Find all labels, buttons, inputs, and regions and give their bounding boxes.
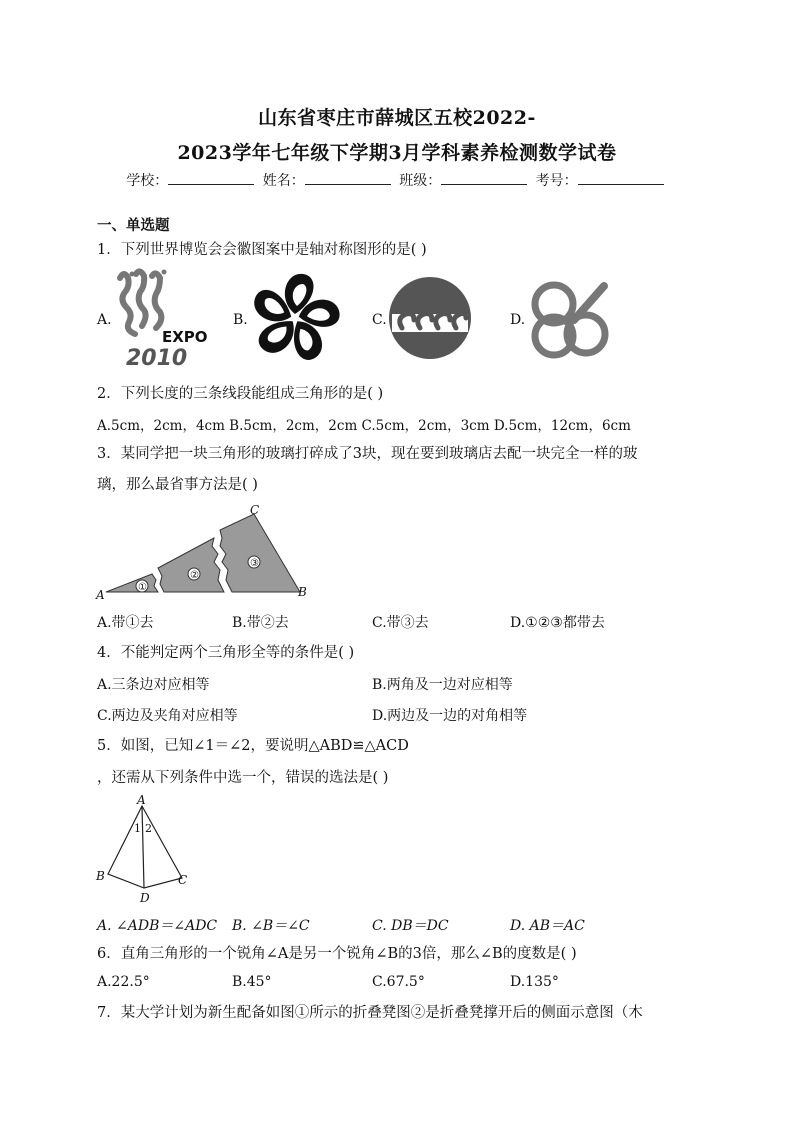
question-4-text: 4．不能判定两个三角形全等的条件是( ) — [97, 645, 355, 661]
exam-title-line2: 2023学年七年级下学期3月学科素养检测数学试卷 — [177, 142, 617, 164]
piece-2-label: ② — [190, 570, 199, 581]
q6-option-c: C.67.5° — [372, 974, 425, 990]
segment-ad — [142, 806, 144, 888]
glass-piece-2 — [158, 538, 224, 592]
q6-option-d: D.135° — [510, 974, 559, 990]
exam-no-blank[interactable] — [578, 170, 664, 185]
question-5-line2: ，还需从下列条件中选一个，错误的选法是( ) — [97, 770, 389, 786]
triangle-abd-acd-figure — [94, 794, 194, 904]
expo-logo-text: EXPO — [162, 328, 208, 346]
q4-option-d: D.两边及一边的对角相等 — [372, 708, 528, 724]
expo-logo-year: 2010 — [126, 346, 188, 368]
expo-logo-a — [112, 268, 214, 368]
q6-option-b: B.45° — [232, 974, 272, 990]
question-7-text: 7．某大学计划为新生配备如图①所示的折叠凳图②是折叠凳撑开后的侧面示意图（木 — [97, 1005, 643, 1021]
vertex-a-label: A — [96, 588, 105, 602]
question-3-line1: 3．某同学把一块三角形的玻璃打碎成了3块，现在要到玻璃店去配一块完全一样的玻 — [97, 446, 638, 462]
piece-1-label: ① — [138, 582, 147, 593]
q5-option-c: C. DB＝DC — [372, 918, 449, 934]
q5-option-b: B. ∠B＝∠C — [232, 918, 310, 934]
angle-1-label: 1 — [134, 822, 141, 835]
q1-option-a-label: A. — [97, 312, 112, 328]
student-info-row — [0, 170, 794, 190]
point-c-label: C — [178, 873, 188, 887]
piece-3-label: ③ — [250, 558, 259, 569]
q4-option-a: A.三条边对应相等 — [97, 677, 210, 693]
class-label: 班级： — [399, 173, 442, 189]
point-d-label: D — [140, 891, 150, 904]
point-b-label: B — [96, 869, 105, 883]
glass-piece-1 — [106, 574, 158, 592]
q3-option-c: C.带③去 — [372, 615, 429, 631]
exam-no-label: 考号： — [535, 173, 578, 189]
question-1-text: 1．下列世界博览会会徽图案中是轴对称图形的是( ) — [97, 242, 427, 258]
q3-option-d: D.①②③都带去 — [510, 615, 605, 631]
school-blank[interactable] — [168, 170, 254, 185]
name-blank[interactable] — [305, 170, 391, 185]
rings-logo-d — [526, 278, 612, 360]
q3-option-b: B.带②去 — [232, 615, 289, 631]
q4-option-c: C.两边及夹角对应相等 — [97, 708, 238, 724]
flower-logo-b — [247, 270, 343, 366]
wave-logo-c — [388, 276, 472, 360]
question-2-text: 2．下列长度的三条线段能组成三角形的是( ) — [97, 386, 384, 402]
q6-option-a: A.22.5° — [97, 974, 150, 990]
broken-glass-figure — [94, 500, 314, 602]
point-a-label: A — [137, 794, 146, 807]
q5-option-d: D. AB＝AC — [510, 918, 585, 934]
exam-title-line1: 山东省枣庄市薛城区五校2022- — [258, 107, 536, 129]
question-6-text: 6．直角三角形的一个锐角∠A是另一个锐角∠B的3倍，那么∠B的度数是( ) — [97, 946, 577, 962]
angle-2-label: 2 — [145, 822, 152, 835]
school-label: 学校： — [126, 173, 169, 189]
q1-option-b-label: B. — [233, 312, 248, 328]
class-blank[interactable] — [441, 170, 527, 185]
q2-options: A.5cm，2cm，4cm B.5cm，2cm，2cm C.5cm，2cm，3cm D.5cm，12cm，6cm — [97, 418, 631, 434]
question-3-line2: 璃，那么最省事方法是( ) — [97, 477, 258, 493]
q1-option-c-label: C. — [372, 312, 387, 328]
q4-option-b: B.两角及一边对应相等 — [372, 677, 513, 693]
question-5-line1: 5．如图，已知∠1＝∠2，要说明△ABD≌△ACD — [97, 738, 409, 754]
q3-option-a: A.带①去 — [97, 615, 154, 631]
glass-piece-3 — [220, 514, 300, 592]
vertex-b-label: B — [298, 585, 307, 599]
q5-option-a: A. ∠ADB＝∠ADC — [97, 918, 218, 934]
section-title: 一、单选题 — [97, 217, 170, 234]
q1-option-d-label: D. — [510, 312, 526, 328]
vertex-c-label: C — [250, 503, 260, 517]
name-label: 姓名： — [262, 173, 305, 189]
outer-quadrilateral — [108, 806, 182, 888]
